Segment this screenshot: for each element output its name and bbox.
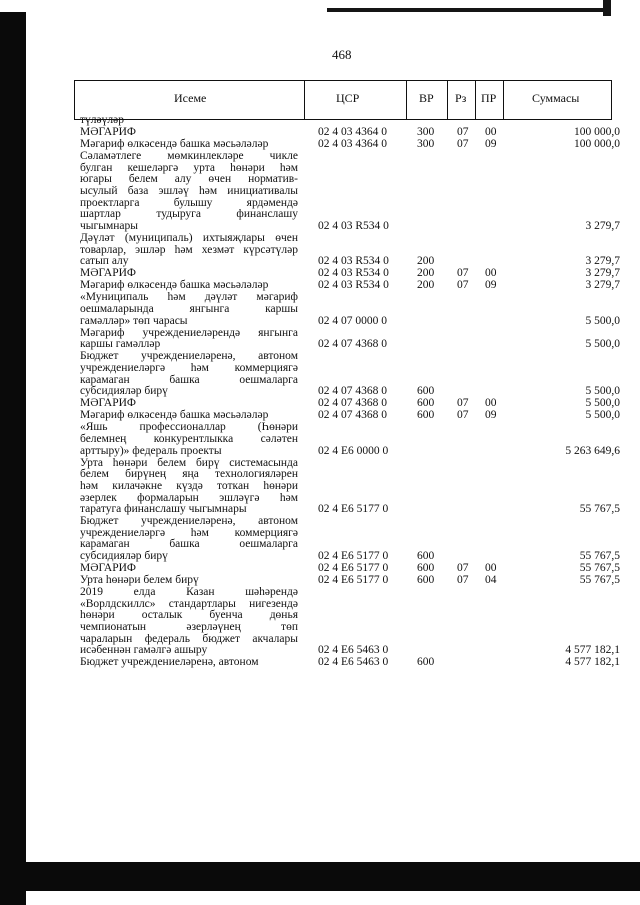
row-name-line: Дәүләт (муниципаль) ихтыяҗлары өчен xyxy=(80,231,298,244)
row-csr: 02 4 07 4368 0 xyxy=(318,409,387,422)
row-name-line: Бюджет учреждениеләренә, автоном xyxy=(80,515,298,528)
table-row xyxy=(80,280,620,292)
row-pr: 00 xyxy=(485,397,497,410)
row-name-line: учреждениеләргә һәм коммерциягә xyxy=(80,526,298,539)
row-vr: 600 xyxy=(417,397,435,410)
row-name-line: һәм килачәкне күздә тоткан һөнәри xyxy=(80,479,298,492)
row-sum: 3 279,7 xyxy=(585,279,620,292)
table-row xyxy=(80,151,620,232)
row-name-line: карамаган башка оешмаларга xyxy=(80,373,298,386)
row-name-line: «Муниципаль һәм дәүләт мәгариф xyxy=(80,291,298,304)
header-sum: Суммасы xyxy=(532,91,580,105)
row-sum: 55 767,5 xyxy=(579,503,620,516)
header-name: Исеме xyxy=(174,91,207,105)
row-name-line: арттыру)» федераль проекты xyxy=(80,444,222,457)
row-name-line: чемпионатын әзерләүнең төп xyxy=(80,621,298,634)
row-name xyxy=(80,127,298,139)
row-vr: 200 xyxy=(417,267,435,280)
row-rz: 07 xyxy=(457,138,469,151)
row-name-line: товарлар, эшләр һәм хезмәт күрсәтүләр xyxy=(80,243,298,256)
row-name-line: проектларга булышу ярдәмендә xyxy=(80,196,298,209)
row-sum: 5 500,0 xyxy=(585,314,620,327)
row-vr: 600 xyxy=(417,549,435,562)
row-name-line: каршы гамәлләр xyxy=(80,338,161,351)
table-row xyxy=(80,563,620,575)
row-pr: 09 xyxy=(485,138,497,151)
row-sum: 5 500,0 xyxy=(585,338,620,351)
row-sum: 4 577 182,1 xyxy=(565,656,620,669)
row-name-line: субсидияләр бирү xyxy=(80,549,168,562)
row-sum: 3 279,7 xyxy=(585,267,620,280)
row-name-line: Мәгариф учреждениеләрендә янгынга xyxy=(80,326,298,339)
table-row xyxy=(80,328,620,351)
row-name xyxy=(80,657,298,669)
row-name-line: карамаган башка оешмаларга xyxy=(80,538,298,551)
scan-artifact-bottom-edge xyxy=(26,862,640,891)
row-csr: 02 4 07 4368 0 xyxy=(318,385,387,398)
table-row xyxy=(80,268,620,280)
row-sum: 5 263 649,6 xyxy=(565,444,620,457)
row-name-line: Сәламәтлеге мөмкинлекләре чикле xyxy=(80,150,298,163)
row-name xyxy=(80,563,298,575)
row-name-line: һөнәри осталык буенча дөнья xyxy=(80,609,298,622)
row-name xyxy=(80,410,298,422)
row-name-line: исәбеннән гамәлгә ашыру xyxy=(80,644,208,657)
row-name xyxy=(80,328,298,351)
row-csr: 02 4 E6 5177 0 xyxy=(318,574,389,587)
row-pr: 00 xyxy=(485,126,497,139)
row-name-line: белемнең конкурентлыкка сәләтен xyxy=(80,433,298,446)
row-rz: 07 xyxy=(457,409,469,422)
page-number: 468 xyxy=(332,47,352,62)
row-name xyxy=(80,115,298,127)
row-name-line: оешмаларында янгынга каршы xyxy=(80,303,298,315)
row-sum: 5 500,0 xyxy=(585,409,620,422)
row-name-line: Бюджет учреждениеләренә, автоном xyxy=(80,656,259,669)
table-row xyxy=(80,516,620,562)
row-name-line: МӘГАРИФ xyxy=(80,267,137,280)
row-name xyxy=(80,233,298,268)
row-sum: 100 000,0 xyxy=(574,138,620,151)
scan-artifact-corner xyxy=(603,0,611,16)
row-name xyxy=(80,280,298,292)
row-vr: 600 xyxy=(417,656,435,669)
row-name xyxy=(80,268,298,280)
row-name-line: МӘГАРИФ xyxy=(80,397,137,410)
row-sum: 5 500,0 xyxy=(585,397,620,410)
row-name xyxy=(80,458,298,516)
row-name-line: белем бирүнең яңа технологияләрен xyxy=(80,468,298,481)
row-vr: 200 xyxy=(417,255,435,268)
row-name xyxy=(80,587,298,657)
row-name-line: чыгымнары xyxy=(80,219,138,232)
row-name-line: гамәлләр» төп чарасы xyxy=(80,314,188,327)
row-name-line: чараларын федераль бюджет акчалары xyxy=(80,632,298,645)
row-name-line: Урта һөнәри белем бирү xyxy=(80,574,199,587)
row-name-line: булган кешеләргә урта һөнәри һәм xyxy=(80,161,298,174)
row-name-line: сатып алу xyxy=(80,255,129,268)
row-pr: 00 xyxy=(485,267,497,280)
row-name-line: учреждениеләргә һәм коммерциягә xyxy=(80,361,298,374)
row-name-line: әзерлек формаларын эшләүгә һәм xyxy=(80,491,298,504)
row-name xyxy=(80,139,298,151)
row-name-line: «Яшь профессионаллар (Һөнәри xyxy=(80,421,298,434)
row-rz: 07 xyxy=(457,267,469,280)
row-vr: 300 xyxy=(417,138,435,151)
row-rz: 07 xyxy=(457,397,469,410)
row-pr: 09 xyxy=(485,279,497,292)
row-name-line: Мәгариф өлкәсендә башка мәсьәләләр xyxy=(80,409,269,422)
row-csr: 02 4 E6 5177 0 xyxy=(318,503,389,516)
row-csr: 02 4 03 R534 0 xyxy=(318,255,389,268)
table-row xyxy=(80,422,620,457)
row-name xyxy=(80,292,298,327)
row-sum: 100 000,0 xyxy=(574,126,620,139)
row-csr: 02 4 E6 5177 0 xyxy=(318,549,389,562)
header-rz: Рз xyxy=(455,91,467,105)
row-name xyxy=(80,422,298,457)
row-csr: 02 4 03 R534 0 xyxy=(318,267,389,280)
row-name-line: «Ворлдскиллс» стандартлары нигезендә xyxy=(80,597,298,610)
table-row xyxy=(80,127,620,139)
row-vr: 600 xyxy=(417,409,435,422)
row-csr: 02 4 07 4368 0 xyxy=(318,397,387,410)
row-rz: 07 xyxy=(457,279,469,292)
row-name xyxy=(80,351,298,397)
row-csr: 02 4 07 0000 0 xyxy=(318,314,387,327)
row-name-line: шартлар тудыруга финанслашу xyxy=(80,208,298,221)
row-sum: 4 577 182,1 xyxy=(565,644,620,657)
row-name xyxy=(80,398,298,410)
header-csr: ЦСР xyxy=(336,91,360,105)
table-row xyxy=(80,115,620,127)
row-sum: 3 279,7 xyxy=(585,219,620,232)
row-pr: 00 xyxy=(485,562,497,575)
header-vr: ВР xyxy=(419,91,434,105)
header-pr: ПР xyxy=(481,91,497,105)
scan-artifact-top xyxy=(327,8,610,12)
table-header xyxy=(74,80,612,120)
row-name-line: МӘГАРИФ xyxy=(80,562,137,575)
table-row xyxy=(80,351,620,397)
table-row xyxy=(80,458,620,516)
scan-artifact-left-edge xyxy=(0,12,26,905)
table-row xyxy=(80,292,620,327)
table-row xyxy=(80,410,620,422)
budget-table-body xyxy=(80,115,620,669)
row-csr: 02 4 E6 0000 0 xyxy=(318,444,389,457)
row-vr: 600 xyxy=(417,574,435,587)
row-rz: 07 xyxy=(457,562,469,575)
row-sum: 3 279,7 xyxy=(585,255,620,268)
row-name-line: Мәгариф өлкәсендә башка мәсьәләләр xyxy=(80,279,269,292)
row-name-line: ысулый база эшләү һәм инициативалы xyxy=(80,185,298,198)
row-sum: 55 767,5 xyxy=(579,549,620,562)
row-sum: 55 767,5 xyxy=(579,562,620,575)
row-vr: 200 xyxy=(417,279,435,292)
row-name-line: МӘГАРИФ xyxy=(80,126,137,139)
row-sum: 5 500,0 xyxy=(585,385,620,398)
row-name-line: Мәгариф өлкәсендә башка мәсьәләләр xyxy=(80,138,269,151)
table-row xyxy=(80,587,620,657)
row-vr: 600 xyxy=(417,385,435,398)
row-name-line: Бюджет учреждениеләренә, автоном xyxy=(80,350,298,363)
row-csr: 02 4 03 R534 0 xyxy=(318,219,389,232)
row-name-line: түләүләр xyxy=(80,114,124,126)
row-csr: 02 4 07 4368 0 xyxy=(318,338,387,351)
row-name-line: 2019 елда Казан шәһәрендә xyxy=(80,586,298,599)
table-row xyxy=(80,575,620,587)
row-csr: 02 4 03 4364 0 xyxy=(318,138,387,151)
row-csr: 02 4 E6 5463 0 xyxy=(318,656,389,669)
row-name xyxy=(80,575,298,587)
row-csr: 02 4 03 4364 0 xyxy=(318,126,387,139)
row-pr: 09 xyxy=(485,409,497,422)
row-name-line: югары белем алу өчен норматив- xyxy=(80,173,298,186)
row-vr: 600 xyxy=(417,562,435,575)
table-row xyxy=(80,657,620,669)
table-row xyxy=(80,398,620,410)
row-name-line: таратуга финанслашу чыгымнары xyxy=(80,503,247,516)
row-rz: 07 xyxy=(457,574,469,587)
table-row xyxy=(80,139,620,151)
table-row xyxy=(80,233,620,268)
row-csr: 02 4 E6 5463 0 xyxy=(318,644,389,657)
row-sum: 55 767,5 xyxy=(579,574,620,587)
row-name-line: Урта һөнәри белем бирү системасында xyxy=(80,456,298,469)
row-name-line: субсидияләр бирү xyxy=(80,385,168,398)
row-vr: 300 xyxy=(417,126,435,139)
row-pr: 04 xyxy=(485,574,497,587)
row-csr: 02 4 E6 5177 0 xyxy=(318,562,389,575)
row-rz: 07 xyxy=(457,126,469,139)
row-name xyxy=(80,151,298,232)
row-csr: 02 4 03 R534 0 xyxy=(318,279,389,292)
row-name xyxy=(80,516,298,562)
